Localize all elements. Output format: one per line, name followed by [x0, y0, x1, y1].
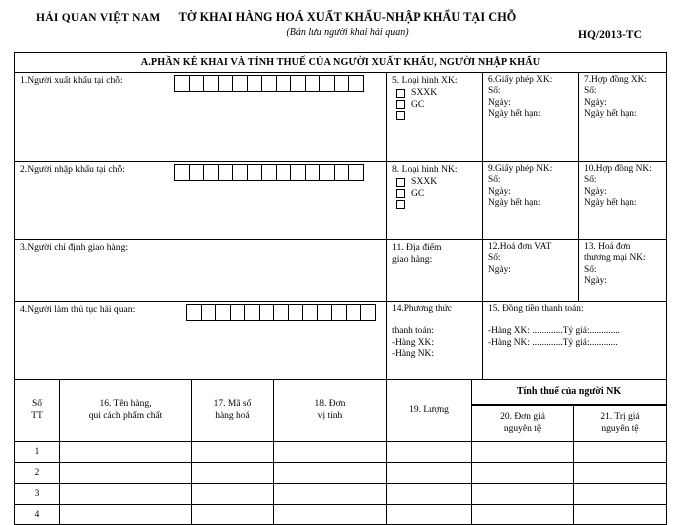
code-box[interactable]: [247, 164, 263, 181]
field-6-date[interactable]: Ngày:: [488, 97, 511, 108]
field-5-label: 5. Loại hình XK:: [392, 75, 458, 86]
field-13-commercial-invoice[interactable]: [578, 239, 666, 301]
field-12-number[interactable]: Số:: [488, 253, 501, 264]
field-10-import-contract[interactable]: [578, 161, 666, 239]
row-cell-code[interactable]: [191, 483, 273, 504]
checkbox-icon[interactable]: [396, 200, 405, 209]
row-cell-unit[interactable]: [273, 462, 386, 483]
field-5-option-sxxk[interactable]: [396, 88, 478, 98]
option-label: SXXK: [411, 87, 438, 99]
field-5-option-gc[interactable]: [396, 100, 478, 110]
checkbox-icon[interactable]: [396, 100, 405, 109]
checkbox-icon[interactable]: [396, 111, 405, 120]
field-14-import-goods[interactable]: -Hàng NK:: [392, 349, 434, 360]
goods-table-header-stt: [15, 379, 59, 441]
code-box[interactable]: [348, 75, 364, 92]
field-7-number[interactable]: Số:: [584, 86, 597, 97]
field-9-date[interactable]: Ngày:: [488, 186, 511, 197]
form-title-block: [175, 10, 520, 38]
header-quantity-label: 19. Lượng: [409, 404, 449, 415]
code-box[interactable]: [259, 304, 275, 321]
field-10-date[interactable]: Ngày:: [584, 186, 607, 197]
field-7-export-contract[interactable]: [578, 73, 666, 161]
code-box[interactable]: [305, 164, 321, 181]
row-cell-name[interactable]: [59, 483, 191, 504]
code-box[interactable]: [319, 164, 335, 181]
row-cell-name[interactable]: [59, 441, 191, 462]
field-13-number[interactable]: Số:: [584, 264, 597, 275]
row-cell-unitprice[interactable]: [471, 441, 573, 462]
field-5-export-type[interactable]: [386, 73, 482, 161]
code-box[interactable]: [290, 164, 306, 181]
header-line: hàng hoá: [215, 410, 250, 421]
field-4-code-boxes[interactable]: [187, 304, 376, 321]
code-box[interactable]: [232, 75, 248, 92]
goods-table-header-name: [59, 379, 191, 441]
row-cell-name[interactable]: [59, 504, 191, 525]
code-box[interactable]: [174, 75, 190, 92]
code-box[interactable]: [230, 304, 246, 321]
header-value-label: [574, 406, 666, 441]
goods-table-header-quantity: [386, 379, 471, 441]
field-3-consignee[interactable]: [15, 239, 386, 301]
code-box[interactable]: [305, 75, 321, 92]
goods-table-header-unitprice: [471, 405, 573, 441]
code-box[interactable]: [203, 164, 219, 181]
field-14-line-1: thanh toán:: [392, 326, 434, 337]
row-cell-code[interactable]: [191, 504, 273, 525]
row-number: 3: [34, 489, 40, 499]
field-11-delivery-place[interactable]: [386, 239, 482, 301]
field-6-export-license[interactable]: [482, 73, 578, 161]
code-box[interactable]: [331, 304, 347, 321]
header-name-label: [60, 380, 191, 441]
field-14-spacer: [392, 315, 478, 326]
checkbox-icon[interactable]: [396, 89, 405, 98]
field-1-exporter[interactable]: [15, 73, 386, 161]
organization-name: HẢI QUAN VIỆT NAM: [36, 12, 161, 24]
code-box[interactable]: [244, 304, 260, 321]
field-10-label: 10.Hợp đồng NK:: [584, 164, 652, 174]
table-row[interactable]: [15, 483, 59, 504]
code-box[interactable]: [218, 75, 234, 92]
row-cell-quantity[interactable]: [386, 441, 471, 462]
table-row[interactable]: [15, 441, 59, 462]
row-cell-code[interactable]: [191, 441, 273, 462]
code-box[interactable]: [317, 304, 333, 321]
code-box[interactable]: [276, 75, 292, 92]
code-box[interactable]: [261, 75, 277, 92]
row-cell-unitprice[interactable]: [471, 483, 573, 504]
field-11-label: 11. Địa điểm: [392, 242, 442, 253]
checkbox-icon[interactable]: [396, 189, 405, 198]
field-7-label: 7.Hợp đồng XK:: [584, 75, 648, 85]
header-line: TT: [31, 410, 43, 421]
field-7-expiry[interactable]: Ngày hết hạn:: [584, 109, 637, 120]
code-box[interactable]: [189, 75, 205, 92]
field-6-expiry[interactable]: Ngày hết hạn:: [488, 109, 541, 120]
header-line: 16. Tên hàng,: [99, 399, 152, 410]
field-13-date[interactable]: Ngày:: [584, 276, 607, 287]
header-line: 18. Đơn: [314, 399, 346, 410]
option-label: GC: [411, 98, 425, 110]
code-box[interactable]: [302, 304, 318, 321]
row-cell-unit[interactable]: [273, 441, 386, 462]
goods-table-header-code: [191, 379, 273, 441]
header-line: vị tính: [317, 410, 343, 421]
field-15-export-rate[interactable]: -Hàng XK: .............Tỷ giá:.............: [488, 326, 621, 337]
header-line: Số: [31, 399, 43, 410]
field-2-label: 2.Người nhập khẩu tại chỗ:: [20, 164, 125, 175]
form-masthead: [0, 0, 682, 48]
field-11-label-2: giao hàng:: [392, 253, 433, 265]
field-6-label: 6.Giấy phép XK:: [488, 75, 553, 85]
field-13-label: 13. Hoá đơn: [584, 242, 631, 252]
field-7-date[interactable]: Ngày:: [584, 97, 607, 108]
code-box[interactable]: [319, 75, 335, 92]
row-cell-value[interactable]: [573, 483, 666, 504]
header-line: 21. Trị giá: [600, 412, 640, 423]
field-4-label: 4.Người làm thủ tục hải quan:: [20, 304, 136, 315]
code-box[interactable]: [186, 304, 202, 321]
row-cell-value[interactable]: [573, 462, 666, 483]
goods-table-header-tax-group: [471, 379, 666, 405]
row-cell-unitprice[interactable]: [471, 504, 573, 525]
row-number: 2: [34, 468, 40, 478]
field-15-label: 15. Đồng tiền thanh toán:: [488, 304, 584, 314]
header-line: nguyên tệ: [601, 423, 639, 434]
code-box[interactable]: [334, 164, 350, 181]
code-box[interactable]: [360, 304, 376, 321]
code-box[interactable]: [218, 164, 234, 181]
header-code-label: [192, 380, 273, 441]
row-cell-value[interactable]: [573, 441, 666, 462]
field-13-label-2: thương mại NK:: [584, 253, 646, 264]
row-cell-unit[interactable]: [273, 483, 386, 504]
code-box[interactable]: [346, 304, 362, 321]
header-unitprice-label: [472, 406, 573, 441]
row-cell-quantity[interactable]: [386, 483, 471, 504]
row-number: 1: [34, 447, 40, 457]
field-8-import-type[interactable]: [386, 161, 482, 239]
section-a-banner: A.PHẦN KÊ KHAI VÀ TÍNH THUẾ CỦA NGƯỜI XUẤT KHẨU, NGƯỜI NHẬP KHẨU: [15, 53, 666, 73]
field-9-import-license[interactable]: [482, 161, 578, 239]
code-box[interactable]: [288, 304, 304, 321]
row-cell-quantity[interactable]: [386, 504, 471, 525]
header-tax-group-label: Tính thuế của người NK: [516, 386, 622, 398]
header-stt-label: [15, 380, 59, 441]
code-box[interactable]: [261, 164, 277, 181]
code-box[interactable]: [232, 164, 248, 181]
field-9-number[interactable]: Số:: [488, 175, 501, 186]
page-title: TỜ KHAI HÀNG HOÁ XUẤT KHẨU-NHẬP KHẨU TẠI CHỖ: [178, 10, 517, 24]
field-8-option-other[interactable]: [396, 200, 478, 209]
row-cell-unit[interactable]: [273, 504, 386, 525]
field-9-label: 9.Giấy phép NK:: [488, 164, 553, 174]
code-box[interactable]: [348, 164, 364, 181]
code-box[interactable]: [174, 164, 190, 181]
goods-table-header-value: [573, 405, 666, 441]
code-box[interactable]: [334, 75, 350, 92]
field-2-code-boxes[interactable]: [175, 164, 364, 181]
header-line: 17. Mã số: [213, 399, 252, 410]
row-cell-code[interactable]: [191, 462, 273, 483]
field-1-label: 1.Người xuất khẩu tại chỗ:: [20, 75, 123, 86]
field-3-label: 3.Người chỉ định giao hàng:: [20, 242, 129, 253]
table-row[interactable]: [15, 504, 59, 525]
code-box[interactable]: [276, 164, 292, 181]
form-frame: [14, 52, 667, 525]
header-line: nguyên tệ: [503, 423, 542, 434]
code-box[interactable]: [215, 304, 231, 321]
field-4-declarant[interactable]: [15, 301, 386, 379]
field-14-payment-method[interactable]: [386, 301, 482, 379]
form-code: HQ/2013-TC: [578, 29, 642, 41]
code-box[interactable]: [189, 164, 205, 181]
field-14-label: 14.Phương thức: [392, 304, 452, 314]
row-cell-quantity[interactable]: [386, 462, 471, 483]
field-12-vat-invoice[interactable]: [482, 239, 578, 301]
header-line: 20. Đơn giá: [500, 412, 545, 423]
field-8-option-sxxk[interactable]: [396, 177, 478, 187]
header-line: qui cách phẩm chất: [88, 410, 163, 421]
field-15-spacer: [488, 315, 662, 326]
field-6-number[interactable]: Số:: [488, 86, 501, 97]
field-8-label: 8. Loại hình NK:: [392, 164, 458, 175]
field-12-label: 12.Hoá đơn VAT: [488, 242, 552, 252]
field-5-option-other[interactable]: [396, 111, 478, 120]
row-cell-name[interactable]: [59, 462, 191, 483]
row-number: 4: [34, 509, 40, 520]
option-label: SXXK: [411, 176, 438, 188]
header-unit-label: [274, 380, 386, 441]
field-10-expiry[interactable]: Ngày hết hạn:: [584, 198, 637, 209]
code-box[interactable]: [247, 75, 263, 92]
code-box[interactable]: [273, 304, 289, 321]
table-row[interactable]: [15, 462, 59, 483]
field-9-expiry[interactable]: Ngày hết hạn:: [488, 198, 541, 209]
field-14-export-goods[interactable]: -Hàng XK:: [392, 337, 434, 348]
goods-table-header-unit: [273, 379, 386, 441]
field-8-option-gc[interactable]: [396, 189, 478, 199]
field-2-importer[interactable]: [15, 161, 386, 239]
field-15-import-rate[interactable]: -Hàng NK: .............Tỷ giá:............: [488, 337, 618, 348]
field-12-date[interactable]: Ngày:: [488, 264, 511, 275]
form-subtitle: (Bản lưu người khai hải quan): [286, 27, 409, 38]
field-15-payment-currency[interactable]: [482, 301, 666, 379]
row-cell-value[interactable]: [573, 504, 666, 525]
code-box[interactable]: [203, 75, 219, 92]
row-cell-unitprice[interactable]: [471, 462, 573, 483]
field-10-number[interactable]: Số:: [584, 175, 597, 186]
code-box[interactable]: [201, 304, 217, 321]
code-box[interactable]: [290, 75, 306, 92]
option-label: GC: [411, 187, 425, 199]
field-1-code-boxes[interactable]: [175, 75, 364, 92]
checkbox-icon[interactable]: [396, 178, 405, 187]
